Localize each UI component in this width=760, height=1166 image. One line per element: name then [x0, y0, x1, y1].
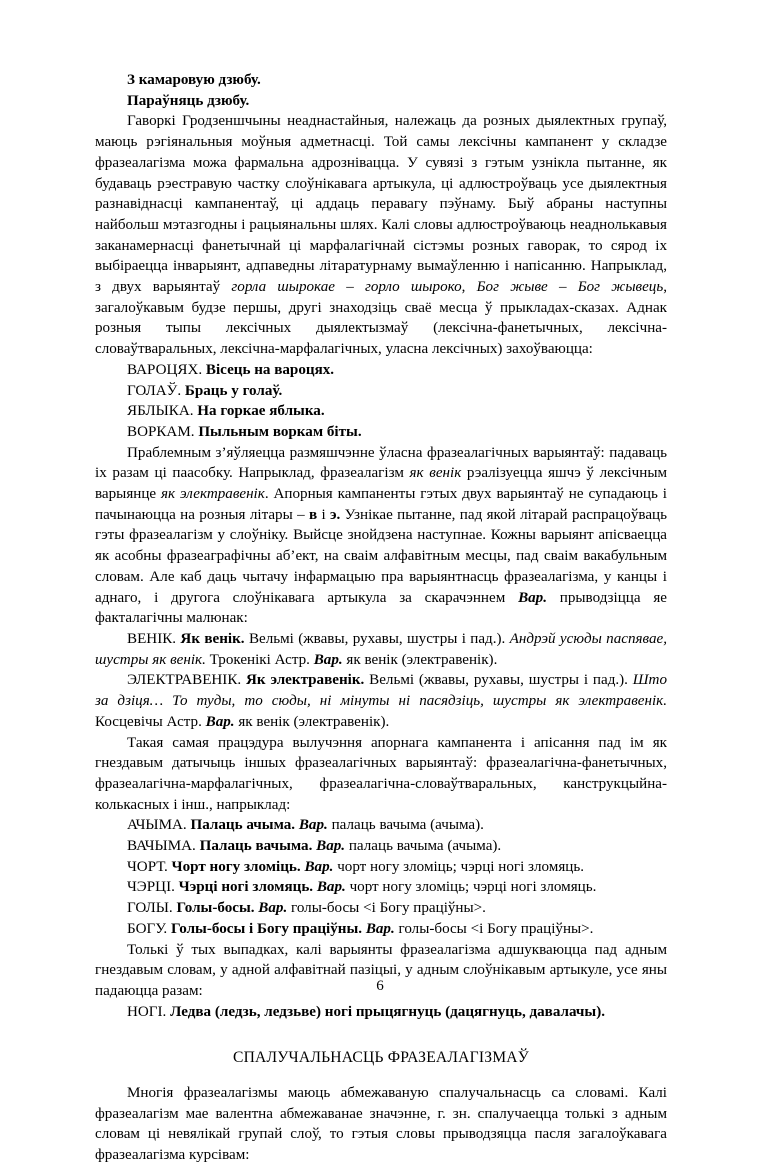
text-run: Трокенікі Астр. — [205, 651, 314, 668]
text-run: як венік — [409, 465, 462, 482]
text-run: Ледва (ледзь, ледзьве) ногі прыцягнуць (дацягнуць, давалачы). — [170, 1003, 606, 1020]
text-run: Чэрці ногі зломяць. — [178, 879, 314, 896]
headword-line — [95, 70, 667, 91]
text-run: Андрэй усюды паспявае, шустры як венік. — [95, 630, 667, 668]
text-run: Бог жыве – Бог жывець — [476, 279, 664, 296]
text-run: Палаць вачыма. — [199, 838, 313, 855]
text-run: голы-босы <і Богу праціўны>. — [287, 900, 486, 917]
text-run: прыводзіцца яе факталагічны малюнак: — [95, 589, 667, 627]
text-run: Голы-босы. — [176, 900, 255, 917]
text-run: Вар. — [258, 900, 288, 917]
text-run: палаць вачыма (ачыма). — [345, 838, 502, 855]
text-run: Вар. — [304, 858, 334, 875]
headword-line-text: Параўняць дзюбу. — [127, 92, 250, 109]
text-run: Косцевічы Астр. — [95, 713, 206, 730]
entry-phrase: На горкае яблыка. — [197, 403, 325, 420]
list-item — [95, 919, 667, 940]
list-item — [95, 836, 667, 857]
text-run: . Апорныя кампаненты гэтых двух варыянтаў не супадаюць і пачынаюцца на розныя літары – — [95, 486, 667, 523]
text-run: Вар. — [316, 879, 346, 896]
list-item — [95, 898, 667, 919]
text-run: Вар. — [365, 920, 395, 937]
paragraph-dialect-groups — [95, 111, 667, 359]
list-item — [95, 815, 667, 836]
entry-headword: ВАРОЦЯХ. — [127, 361, 203, 378]
list-item — [95, 877, 667, 898]
dictionary-entry-venik — [95, 629, 667, 670]
text-run: в — [308, 506, 318, 523]
text-run: ЭЛЕКТРАВЕНІК. — [127, 672, 247, 689]
entry-phrase: Пыльным воркам біты. — [198, 423, 362, 440]
page-number: 6 — [376, 978, 384, 994]
text-run: і — [317, 506, 331, 523]
text-run: Вельмі (жвавы, рухавы, шустры і пад.). — [244, 630, 510, 647]
text-run: горла шырокае – горло шыроко — [231, 279, 462, 296]
text-run: Як электравенік. — [246, 672, 365, 689]
text-run: Вар. — [298, 817, 328, 834]
text-run: Голы-босы і Богу праціўны. — [170, 920, 363, 937]
list-item — [95, 381, 667, 402]
headword-line-text: З камаровую дзюбу. — [127, 72, 261, 88]
text-run: як венік (электравенік). — [342, 651, 498, 668]
text-run: ВАЧЫМА. — [127, 838, 200, 855]
paragraph-collocability: Многія фразеалагізмы маюць абмежаваную спалучальнасць са словамі. Калі фразеалагізм мае валентна абмежаванае значэнне, г. зн. спалучаецца толькі з адным словам ці невялікай групай слоў, то гэтыя словы прыводзяцца пасля загалоўкавага фразеалагізма курсівам: — [95, 1085, 667, 1164]
text-run: Палаць ачыма. — [190, 817, 296, 834]
text-run: ЧОРТ. — [127, 858, 172, 875]
section-heading: СПАЛУЧАЛЬНАСЦЬ ФРАЗЕАЛАГІЗМАЎ — [232, 1049, 530, 1067]
text-run: ЧЭРЦІ. — [127, 879, 179, 896]
entry-phrase: Браць у голаў. — [184, 382, 283, 399]
text-run: голы-босы <і Богу праціўны>. — [394, 920, 594, 937]
entry-headword: ВОРКАМ. — [127, 423, 195, 440]
paragraph-same-nest: Толькі ў тых выпадках, калі варыянты фразеалагізма адшукваюцца пад адным гнездавым словам, у адной алфавітнай пазіцыі, у адным слоўнікавым артыкуле, усе яны падаюцца разам: — [95, 941, 667, 999]
text-run: Праблемным з’яўляецца размяшчэнне ўласна фразеалагічных варыянтаў: падаваць іх разам ці паасобку. Напрыклад, фразеалагізм — [95, 444, 667, 482]
text-run: рэалізуецца яшчэ ў лексічным варыянце — [95, 465, 668, 503]
text-run: Вар. — [313, 651, 343, 668]
list-item — [95, 360, 667, 381]
list-item — [95, 422, 667, 443]
text-run: , — [461, 279, 477, 296]
list-item — [95, 401, 667, 422]
text-run: НОГІ. — [127, 1003, 171, 1020]
list-item — [95, 857, 667, 878]
text-run: Узнікае пытанне, пад якой літарай распрацоўваць гэты фразеалагізм у слоўніку. Выйсце знойдзена наступнае. Кожны варыянт апісваецца як асобны фразеаграфічны аб’ект, на сваім алфавітным месцы, пад сваім вакабульным словам. Але каб даць чытачу інфармацыю пра варыянтнасць фразеалагізма, у канцы і аднаго, і другога слоўнікавага артыкула за скарачэннем — [95, 506, 667, 606]
text-run: ВЕНІК. — [127, 630, 181, 647]
text-run: э. — [330, 506, 341, 523]
text-run: чорт ногу зломіць; чэрці ногі зломяць. — [333, 858, 585, 875]
text-run: Што за дзіця… То туды, то сюды, ні мінуты ні пасядзіць, шустры як электравенік. — [95, 672, 667, 710]
page-content — [95, 70, 667, 1166]
paragraph-variant-placement — [95, 443, 667, 629]
text-run: Вар. — [205, 713, 235, 730]
text-run: як венік (электравенік). — [234, 713, 390, 730]
text-run: Як венік. — [180, 630, 245, 647]
entry-headword: ЯБЛЫКА. — [127, 403, 194, 420]
headword-line — [95, 91, 667, 112]
text-run: БОГУ. — [127, 920, 171, 937]
text-run: , загалоўкавым будзе першы, другі знаходзіць сваё месца ў прыкладах-сказах. Аднак розныя тыпы лексічных дыялектызмаў (лексічна-фанетычных, лексічна-словаўтваральных, лексічна-марфалагічных, уласна лексічных) захоўваюцца: — [95, 279, 667, 358]
text-run: Вар. — [316, 838, 346, 855]
text-run: Вельмі (жвавы, рухавы, шустры і пад.). — [364, 672, 633, 689]
entry-phrase: Вісець на вароцях. — [205, 361, 335, 378]
text-run: Гаворкі Гродзеншчыны неаднастайныя, належаць да розных дыялектных групаў, маюць рэгіянальныя моўныя адметнасці. Той самы лексічны кампанент у складзе фразеалагізма можа фармальна адрознівацца. У сувязі з гэтым узнікла пытанне, як будаваць рэестравую частку слоўнікавага артыкула, ці адлюстроўваць усе дыялектныя разнавіднасці кампанентаў, ці аддаць перавагу пэўнаму. Быў абраны наступны найбольш мэтазгодны і рацыянальны шлях. Калі словы адлюстроўваюць неаднолькавыя заканамернасці фанетычнай ці марфалагічнай сістэмы розных гаворак, то сярод іх выбіраецца інварыянт, адпаведны літаратурнаму вымаўленню і напісанню. Напрыклад, з двух варыянтаў — [95, 113, 667, 296]
dictionary-entry-nogi — [95, 1002, 667, 1023]
text-run: чорт ногу зломіць; чэрці ногі зломяць. — [345, 879, 597, 896]
text-run: Вар. — [518, 589, 547, 606]
text-run: Чорт ногу зломіць. — [171, 858, 301, 875]
entry-headword: ГОЛАЎ. — [127, 382, 182, 399]
text-run: палаць вачыма (ачыма). — [327, 817, 484, 834]
paragraph-procedure: Такая самая працэдура вылучэння апорнага кампанента і апісання пад ім як гнездавым датычыць іншых фразеалагічных варыянтаў: фразеалагічна-фанетычных, фразеалагічна-марфалагічных, фразеалагічна-словаўтваральных, канструкцыйна-колькасных і інш., напрыклад: — [95, 734, 667, 813]
text-run: АЧЫМА. — [127, 817, 191, 834]
text-run: як электравенік — [161, 486, 265, 503]
text-run: ГОЛЫ. — [127, 900, 177, 917]
dictionary-entry-elektravenik — [95, 670, 667, 732]
